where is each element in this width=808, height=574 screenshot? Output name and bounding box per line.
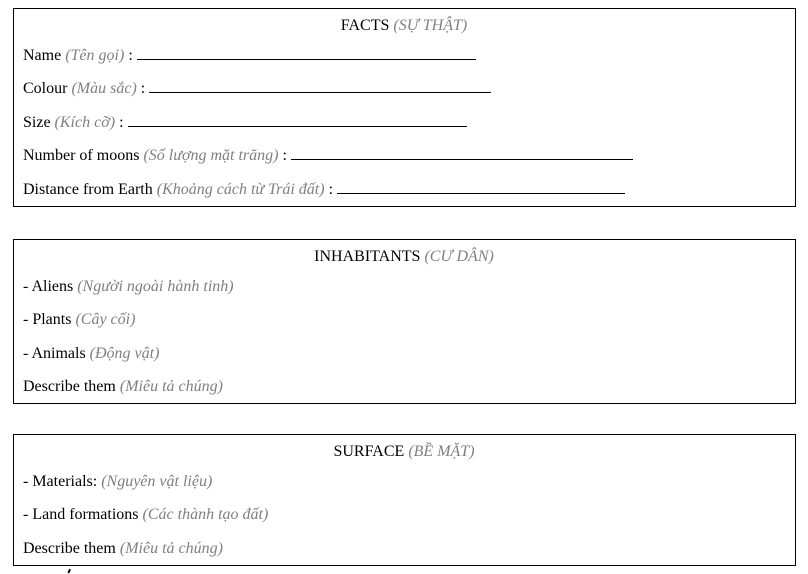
- row-distance-from-earth: [23, 173, 785, 206]
- section-title-text: FACTS: [340, 17, 390, 34]
- fill-line-distance-from-earth: [337, 188, 625, 194]
- fill-line-size: [128, 121, 467, 127]
- row-label: - Plants: [23, 311, 72, 329]
- row-label: - Materials:: [23, 473, 98, 490]
- row-label: Size: [23, 113, 51, 131]
- row-describe-surface: [23, 532, 785, 565]
- row-separator: :: [115, 113, 128, 131]
- section-facts: [13, 8, 796, 207]
- section-inhabitants: [13, 239, 796, 404]
- row-separator: :: [278, 147, 291, 165]
- row-label: Number of moons: [23, 147, 140, 165]
- fill-line-colour: [149, 87, 491, 93]
- row-name: [23, 39, 785, 72]
- section-surface-title: [23, 438, 785, 465]
- row-separator: :: [324, 180, 338, 198]
- row-colour: [23, 72, 785, 105]
- row-label: - Land formations: [23, 506, 139, 524]
- row-translation: (Các thành tạo đất): [142, 506, 269, 524]
- section-title-translation: (SỰ THẬT): [393, 17, 468, 34]
- row-translation: (Kích cỡ): [54, 113, 116, 131]
- row-animals: [23, 337, 785, 370]
- row-label: - Aliens: [23, 278, 74, 295]
- row-label: Distance from Earth: [23, 180, 153, 198]
- section-title-translation: (CƯ DÂN): [424, 248, 494, 265]
- row-separator: :: [136, 80, 150, 98]
- row-translation: (Màu sắc): [71, 80, 137, 98]
- row-size: [23, 106, 785, 139]
- row-number-of-moons: [23, 139, 785, 172]
- row-translation: (Miêu tả chúng): [119, 539, 223, 557]
- row-label: Colour: [23, 80, 68, 98]
- row-label: - Animals: [23, 344, 86, 362]
- row-translation: (Động vật): [89, 344, 160, 362]
- row-translation: (Số lượng mặt trăng): [143, 147, 279, 165]
- row-plants: [23, 303, 785, 336]
- clipped-next-line-fragment: [67, 569, 74, 574]
- section-inhabitants-title: [23, 243, 785, 270]
- row-describe-inhabitants: [23, 370, 785, 403]
- fill-line-name: [137, 54, 476, 60]
- row-land-formations: [23, 498, 785, 531]
- row-translation: (Miêu tả chúng): [119, 378, 223, 396]
- row-label: Describe them: [23, 539, 116, 557]
- row-separator: :: [124, 47, 137, 64]
- section-facts-title: [23, 12, 785, 39]
- section-title-translation: (BỀ MẶT): [408, 443, 475, 460]
- section-surface: [13, 434, 796, 566]
- row-label: Name: [23, 47, 62, 64]
- row-aliens: [23, 270, 785, 303]
- row-label: Describe them: [23, 378, 116, 396]
- section-title-text: INHABITANTS: [314, 248, 421, 265]
- row-translation: (Người ngoài hành tinh): [77, 278, 234, 295]
- fill-line-number-of-moons: [291, 154, 633, 160]
- row-translation: (Tên gọi): [65, 47, 125, 64]
- row-translation: (Cây cối): [75, 311, 136, 329]
- row-translation: (Nguyên vật liệu): [101, 473, 213, 490]
- row-materials: [23, 465, 785, 498]
- row-translation: (Khoảng cách từ Trái đất): [156, 180, 325, 198]
- section-title-text: SURFACE: [333, 443, 405, 460]
